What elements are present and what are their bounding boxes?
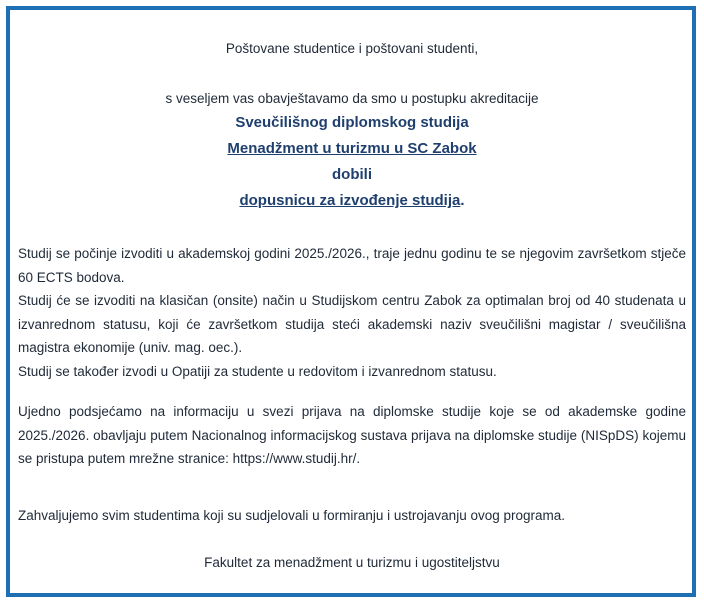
study-start-sentence: Studij se počinje izvoditi u akademskoj godini 2025./2026., traje jednu godinu te se njegovim završetkom stječe 60 ECTS bodova.	[18, 246, 686, 285]
application-info-paragraph: Ujedno podsjećamo na informaciju u svezi prijava na diplomske studije koje se od akademske godine 2025./2026. obavljaju putem Nacionalnog informacijskog sustava prijava na diplomske studije (NISpDS) kojemu se pristupa putem mrežne stranice: https://www.studij.hr/.	[18, 404, 686, 467]
study-opatija-sentence: Studij se također izvodi u Opatiji za studente u redovitom i izvanrednom statusu.	[18, 363, 497, 379]
study-mode-sentence: Studij će se izvoditi na klasičan (onsite) način u Studijskom centru Zabok za optimalan broj od 40 studenata u izvanrednom statusu, koji će završetkom studija steći akademski naziv sveučilišni magistar / sveučilišna magistra ekonomije (univ. mag. oec.).	[18, 293, 686, 356]
study-info-paragraph	[18, 242, 686, 384]
intro-text: s veseljem vas obavještavamo da smo u postupku akreditacije	[165, 91, 539, 106]
headline-program-name: Menadžment u turizmu u SC Zabok	[227, 140, 477, 157]
headline-study-type: Sveučilišnog diplomskog studija	[235, 114, 469, 131]
headline-permit-text: dopusnicu za izvođenje studija	[239, 192, 461, 209]
thanks-paragraph: Zahvaljujemo svim studentima koji su sudjelovali u formiranju i ustrojavanju ovog programa.	[18, 508, 566, 523]
signature: Fakultet za menadžment u turizmu i ugostiteljstvu	[204, 555, 500, 570]
headline-permit-period: .	[460, 192, 465, 209]
notice-frame	[6, 6, 696, 597]
greeting: Poštovane studentice i poštovani studenti,	[225, 41, 479, 56]
headline-obtained: dobili	[332, 166, 372, 183]
headline-permit	[18, 188, 686, 214]
